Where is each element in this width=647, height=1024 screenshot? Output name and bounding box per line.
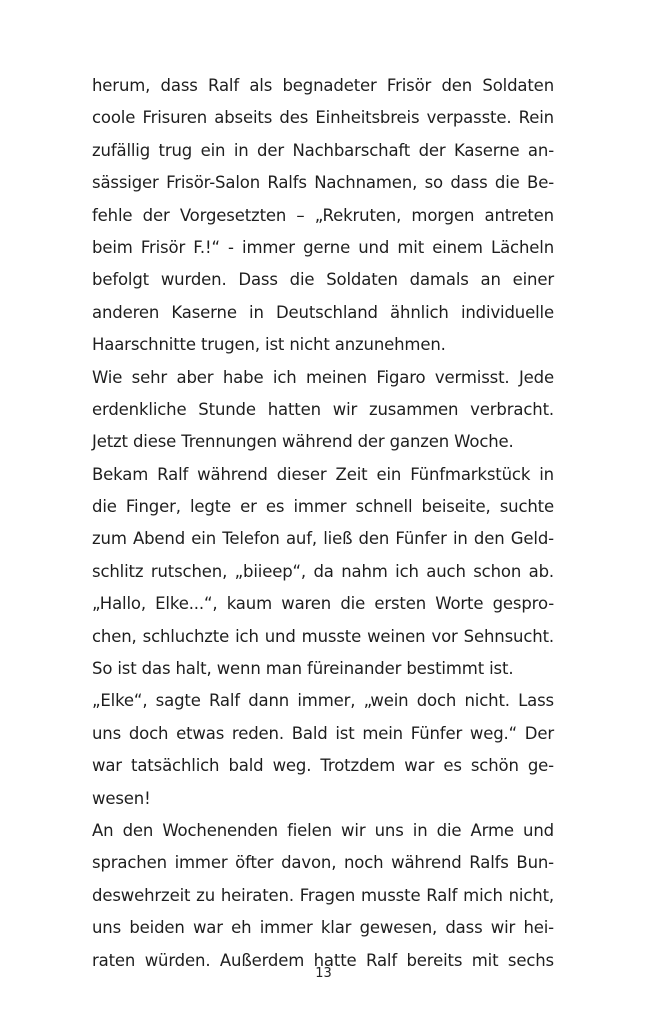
text-line: Wie sehr aber habe ich meinen Figaro vermisst. Jede	[92, 367, 554, 387]
text-line: sässiger Frisör-Salon Ralfs Nachnamen, so dass die Be-	[92, 173, 554, 193]
page-number: 13	[315, 966, 332, 981]
text-line: Jetzt diese Trennungen während der ganzen Woche.	[92, 432, 514, 452]
text-line: coole Frisuren abseits des Einheitsbreis verpasste. Rein	[92, 108, 554, 128]
text-line: raten würden. Außerdem hatte Ralf bereits mit sechs	[92, 950, 554, 970]
text-line: deswehrzeit zu heiraten. Fragen musste Ralf mich nicht,	[92, 885, 554, 905]
text-line: Haarschnitte trugen, ist nicht anzunehmen.	[92, 335, 446, 355]
text-line: So ist das halt, wenn man füreinander bestimmt ist.	[92, 659, 514, 679]
text-line: die Finger, legte er es immer schnell beiseite, suchte	[92, 497, 554, 517]
text-line: zum Abend ein Telefon auf, ließ den Fünfer in den Geld-	[92, 529, 554, 549]
text-line: anderen Kaserne in Deutschland ähnlich individuelle	[92, 302, 554, 322]
text-line: erdenkliche Stunde hatten wir zusammen verbracht.	[92, 399, 554, 419]
text-line: chen, schluchzte ich und musste weinen vor Sehnsucht.	[92, 626, 554, 646]
text-line: Bekam Ralf während dieser Zeit ein Fünfmarkstück in	[92, 464, 554, 484]
text-line: zufällig trug ein in der Nachbarschaft der Kaserne an-	[92, 140, 554, 160]
text-line: „Elke“, sagte Ralf dann immer, „wein doch nicht. Lass	[92, 691, 554, 711]
text-line: „Hallo, Elke...“, kaum waren die ersten Worte gespro-	[92, 594, 554, 614]
text-line: herum, dass Ralf als begnadeter Frisör den Soldaten	[92, 76, 554, 95]
text-line: schlitz rutschen, „biieep“, da nahm ich auch schon ab.	[92, 561, 554, 581]
text-line: An den Wochenenden fielen wir uns in die Arme und	[92, 820, 554, 840]
text-line: beim Frisör F.!“ - immer gerne und mit einem Lächeln	[92, 237, 554, 257]
text-line: war tatsächlich bald weg. Trotzdem war es schön ge-	[92, 756, 554, 776]
text-line: befolgt wurden. Dass die Soldaten damals an einer	[92, 270, 554, 290]
text-line: uns beiden war eh immer klar gewesen, dass wir hei-	[92, 918, 554, 938]
body-text	[92, 70, 554, 977]
text-line: fehle der Vorgesetzten – „Rekruten, morgen antreten	[92, 205, 554, 225]
text-line: uns doch etwas reden. Bald ist mein Fünfer weg.“ Der	[92, 723, 554, 743]
text-line: sprachen immer öfter davon, noch während Ralfs Bun-	[92, 853, 554, 873]
text-line: wesen!	[92, 788, 151, 808]
